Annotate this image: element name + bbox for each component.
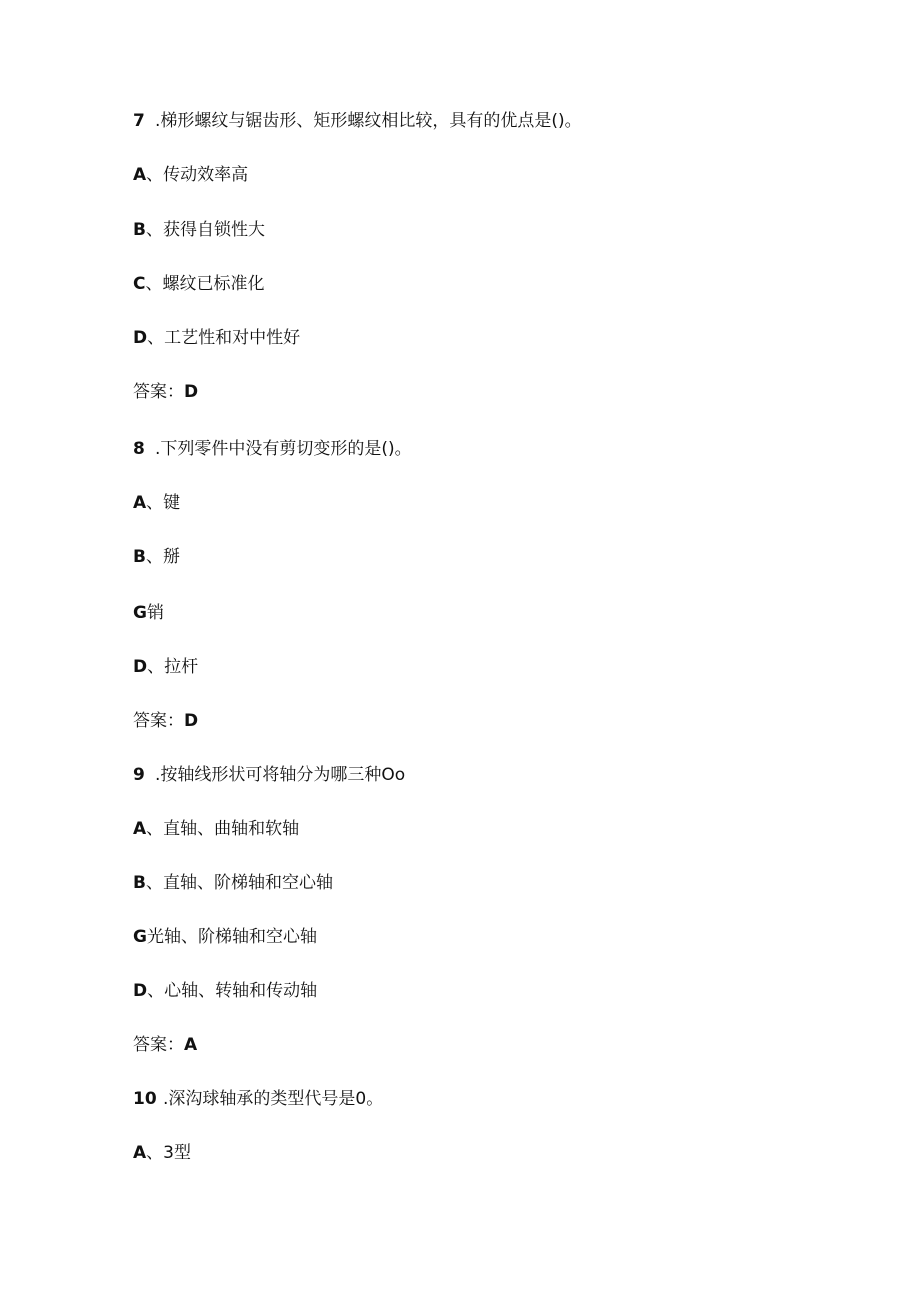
- question-8-option-a: [133, 491, 180, 515]
- option-separator: 、: [146, 1143, 164, 1163]
- option-text: 传动效率高: [163, 165, 249, 185]
- option-separator: 、: [147, 657, 165, 677]
- option-separator: 、: [145, 274, 163, 294]
- question-7-option-c: [133, 272, 264, 296]
- question-9-option-b: [133, 871, 333, 895]
- option-text: 掰: [162, 547, 180, 567]
- option-text: 3型: [163, 1143, 191, 1163]
- question-text: .按轴线形状可将轴分为哪三种Oo: [155, 765, 406, 785]
- question-8-answer: [133, 709, 198, 733]
- option-separator: 、: [145, 220, 163, 240]
- question-7-option-a: [133, 163, 248, 187]
- option-label: G: [133, 603, 147, 623]
- question-10-option-a: [133, 1141, 191, 1165]
- option-text: 工艺性和对中性好: [164, 328, 301, 348]
- option-label: B: [133, 547, 146, 567]
- option-label: A: [133, 165, 147, 185]
- option-text: 拉杆: [164, 657, 199, 677]
- question-7-stem: [133, 109, 582, 133]
- option-separator: 、: [146, 819, 164, 839]
- question-9-option-c: [133, 925, 317, 949]
- question-text: .下列零件中没有剪切变形的是()。: [155, 439, 412, 459]
- question-text: .深沟球轴承的类型代号是0。: [163, 1089, 384, 1109]
- answer-value: D: [184, 382, 199, 402]
- option-label: B: [133, 873, 146, 893]
- question-8-stem: [133, 437, 412, 461]
- question-9-option-a: [133, 817, 299, 841]
- question-7-option-b: [133, 218, 265, 242]
- option-label: A: [133, 819, 147, 839]
- option-text: 获得自锁性大: [162, 220, 265, 240]
- option-text: 直轴、阶梯轴和空心轴: [162, 873, 333, 893]
- question-9-stem: [133, 763, 405, 787]
- option-text: 键: [163, 493, 181, 513]
- question-10-stem: [133, 1087, 383, 1111]
- question-number: 10: [133, 1089, 157, 1109]
- option-separator: 、: [146, 493, 164, 513]
- option-label: G: [133, 927, 147, 947]
- option-separator: 、: [147, 981, 165, 1001]
- question-8-option-d: [133, 655, 198, 679]
- answer-prefix: 答案：: [133, 382, 184, 402]
- option-label: C: [133, 274, 146, 294]
- option-text: 销: [146, 603, 164, 623]
- option-label: A: [133, 1143, 147, 1163]
- option-separator: 、: [145, 873, 163, 893]
- option-label: D: [133, 328, 148, 348]
- option-separator: 、: [147, 328, 165, 348]
- option-label: A: [133, 493, 147, 513]
- answer-prefix: 答案：: [133, 1035, 184, 1055]
- answer-value: D: [184, 711, 199, 731]
- option-label: B: [133, 220, 146, 240]
- option-label: D: [133, 981, 148, 1001]
- option-separator: 、: [146, 165, 164, 185]
- question-9-answer: [133, 1033, 197, 1057]
- question-9-option-d: [133, 979, 317, 1003]
- option-text: 直轴、曲轴和软轴: [163, 819, 300, 839]
- option-label: D: [133, 657, 148, 677]
- question-8-option-b: [133, 545, 180, 569]
- option-text: 心轴、转轴和传动轴: [164, 981, 318, 1001]
- option-text: 螺纹已标准化: [162, 274, 265, 294]
- option-text: 光轴、阶梯轴和空心轴: [146, 927, 317, 947]
- question-number: 8: [133, 439, 145, 459]
- question-7-option-d: [133, 326, 300, 350]
- option-separator: 、: [145, 547, 163, 567]
- answer-value: A: [184, 1035, 198, 1055]
- question-text: .梯形螺纹与锯齿形、矩形螺纹相比较，具有的优点是()。: [155, 111, 582, 131]
- question-8-option-c: [133, 601, 164, 625]
- question-number: 7: [133, 111, 145, 131]
- answer-prefix: 答案：: [133, 711, 184, 731]
- question-7-answer: [133, 380, 198, 404]
- question-number: 9: [133, 765, 145, 785]
